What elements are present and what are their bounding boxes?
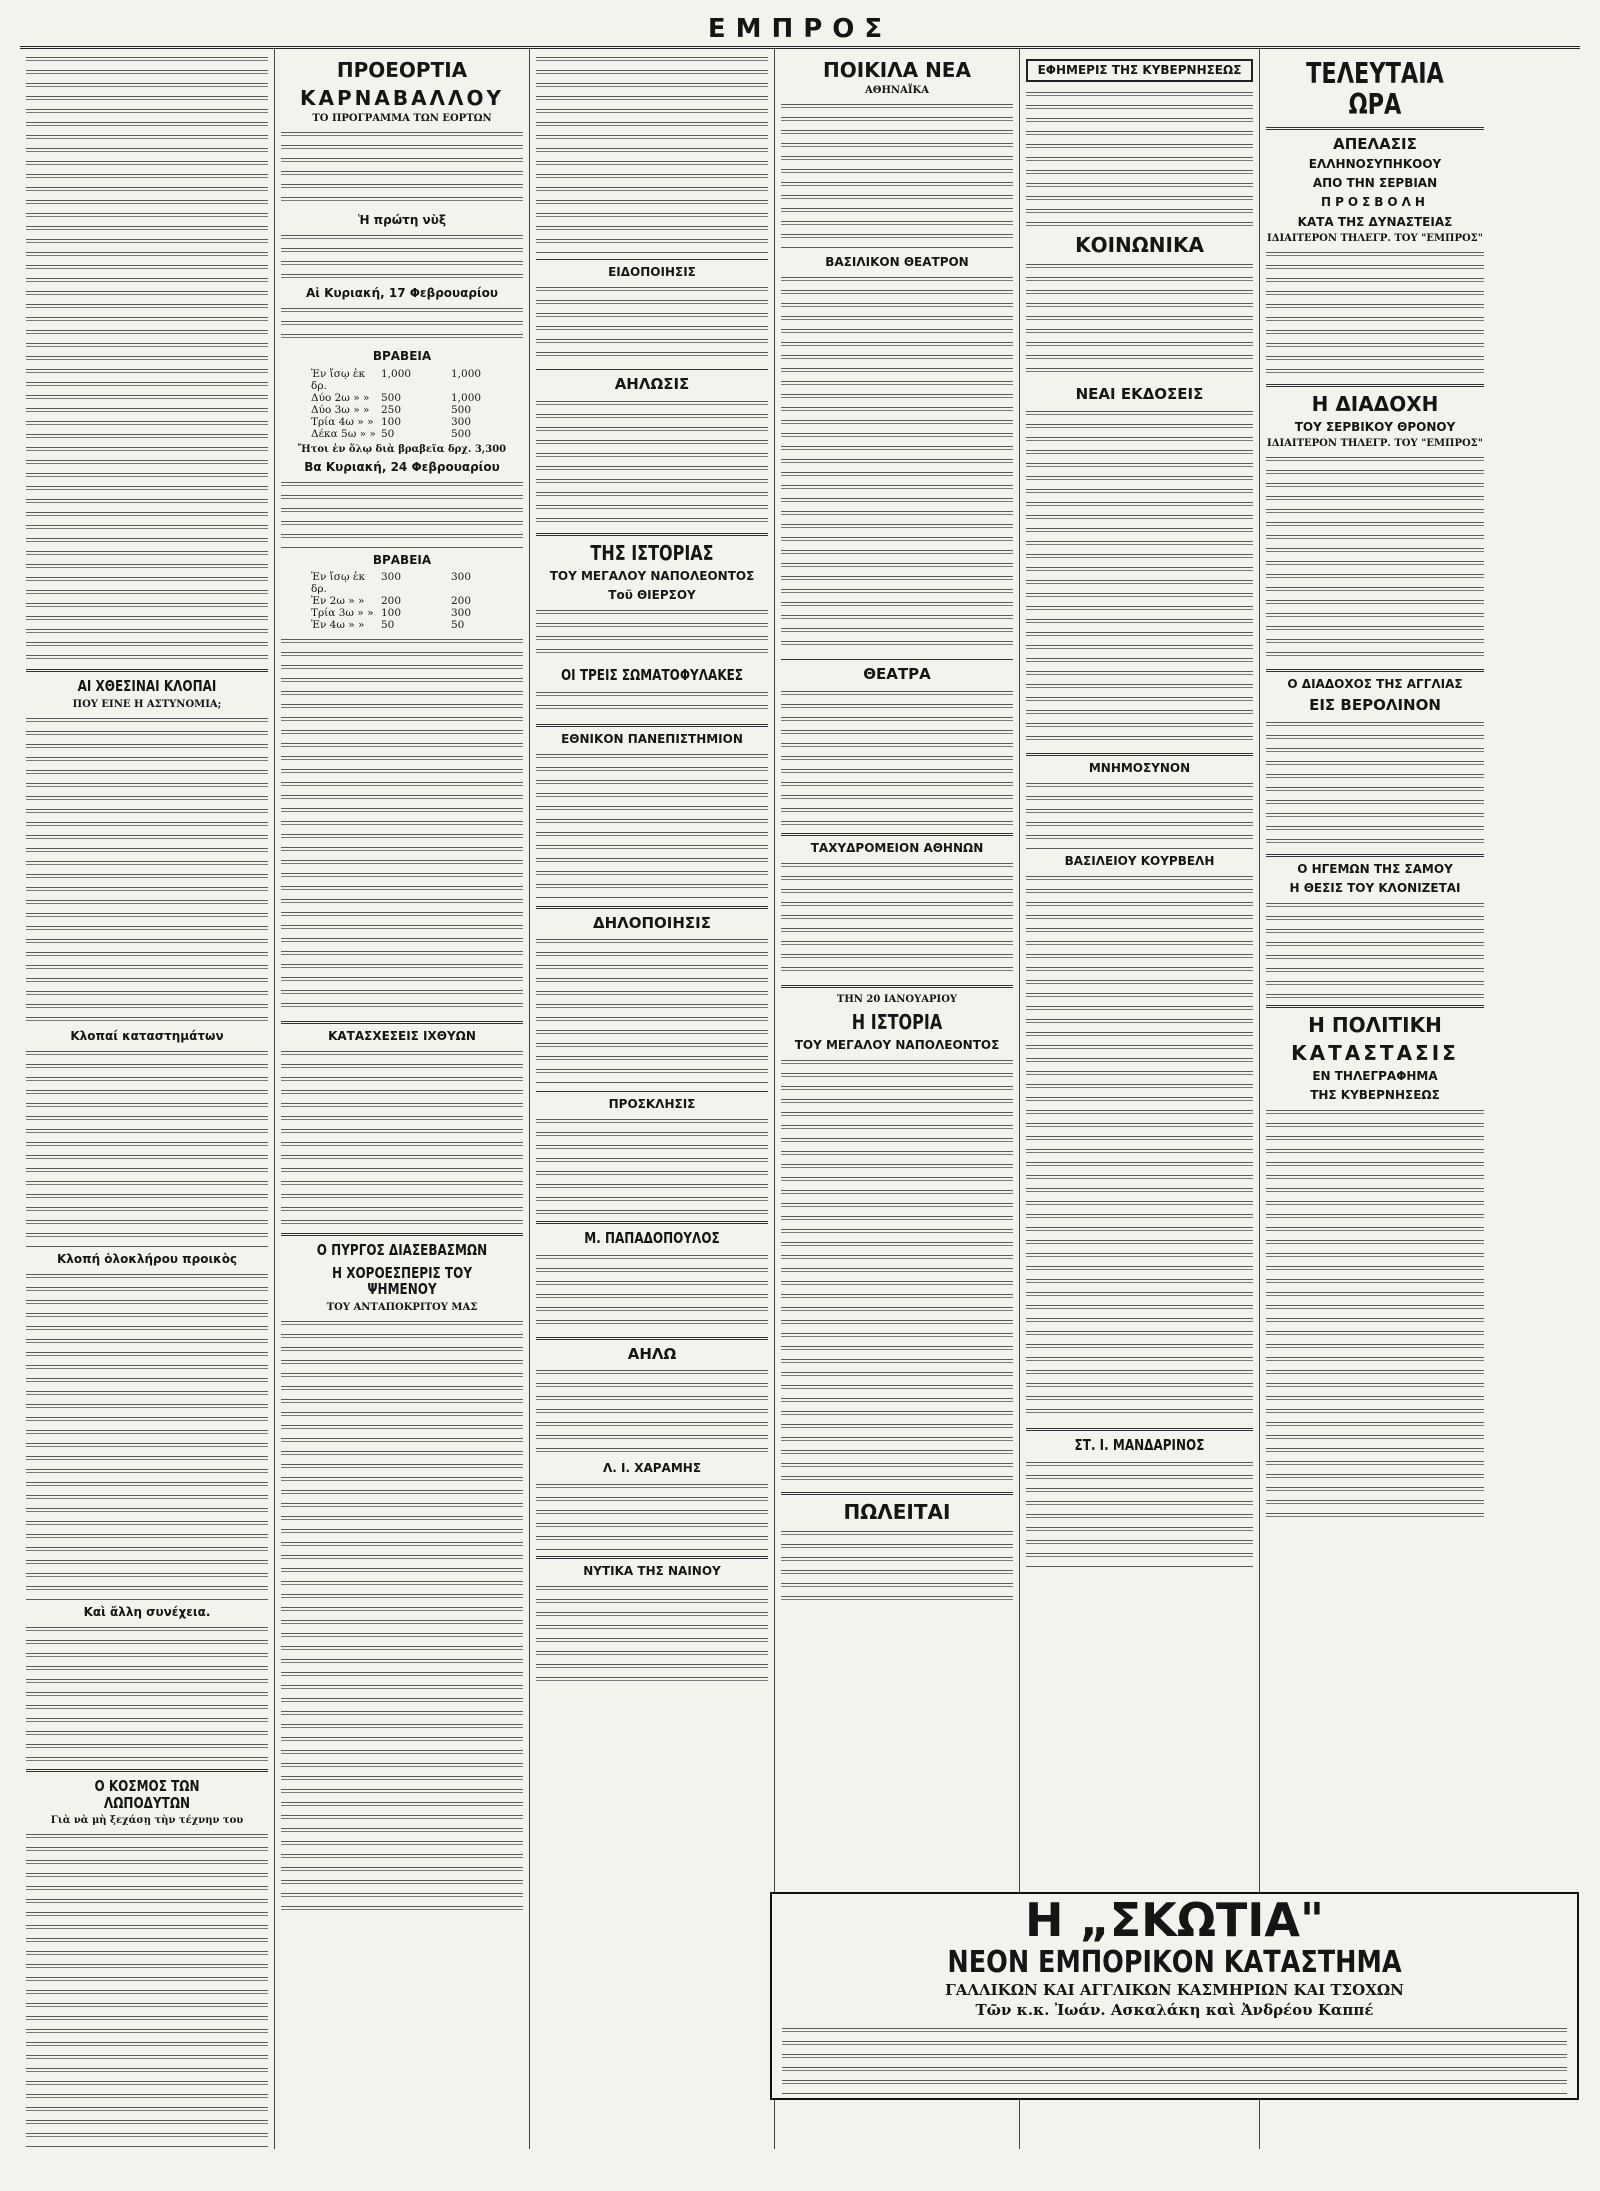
- headline-samos-2: Η ΘΕΣΙΣ ΤΟΥ ΚΛΟΝΙΖΕΤΑΙ: [1289, 880, 1461, 895]
- prize-row: [311, 404, 523, 416]
- article-text: [536, 1480, 768, 1550]
- prize-a: 50: [381, 618, 395, 631]
- article-text: [281, 304, 523, 344]
- column-1: [20, 49, 275, 2149]
- column-3: [530, 49, 775, 2149]
- article-text: [1026, 407, 1253, 747]
- prize-table: [311, 368, 523, 440]
- article-text: [1266, 899, 1484, 999]
- article-text: [1266, 248, 1484, 378]
- prize-row: [311, 416, 523, 428]
- article-text: [536, 1366, 768, 1456]
- ad-banner-line1: ΝΕΟΝ ΕΜΠΟΡΙΚΟΝ ΚΑΤΑΣΤΗΜΑ: [947, 1945, 1402, 1980]
- article-text: [26, 1270, 268, 1600]
- ad-banner-line3: Τῶν κ.κ. Ἰωάν. Ασκαλάκη καὶ Ἀνδρέου Καππέ: [975, 2001, 1374, 2019]
- prizes-heading: ΒΡΑΒΕΙΑ: [372, 349, 432, 364]
- article-text: [1026, 260, 1253, 380]
- article-text: [281, 128, 523, 208]
- prize-b: 1,000: [451, 391, 482, 404]
- headline-nautika: ΝΥΤΙΚΑ ΤΗΣ ΝΑΙΝΟΥ: [583, 1563, 721, 1578]
- headline-politics-4: ΤΗΣ ΚΥΒΕΡΝΗΣΕΩΣ: [1310, 1088, 1440, 1103]
- subheadline-pickpockets: Γιὰ νὰ μὴ ξεχάσῃ τὴν τέχνην του: [50, 1815, 244, 1827]
- subheadline-program: ΤΟ ΠΡΟΓΡΑΜΜΑ ΤΩΝ ΕΟΡΤΩΝ: [312, 113, 492, 124]
- prize-b: 500: [451, 403, 472, 416]
- prize-a: 250: [381, 403, 402, 416]
- prize-row: [311, 368, 523, 392]
- headline-insult: ΠΡΟΣΒΟΛΗ: [1321, 195, 1429, 210]
- prize-label: Ἐν 2ω » »: [311, 594, 365, 607]
- prize-label: Δύο 3ω » »: [311, 403, 370, 416]
- article-text: [281, 1317, 523, 1917]
- ad-date-label: ΤΗΝ 20 ΙΑΝΟΥΑΡΙΟΥ: [836, 993, 958, 1005]
- ad-history-sub-2: ΤΟΥ ΜΕΓΑΛΟΥ ΝΑΠΟΛΕΟΝΤΟΣ: [794, 1037, 1000, 1052]
- memorial-name: ΒΑΣΙΛΕΙΟΥ ΚΟΥΡΒΕΛΗ: [1064, 853, 1215, 868]
- headline-fish-seizures: ΚΑΤΑΣΧΕΣΕΙΣ ΙΧΘΥΩΝ: [328, 1028, 476, 1043]
- ad-papadopoulos: Μ. ΠΑΠΑΔΟΠΟΥΛΟΣ: [584, 1229, 720, 1248]
- ad-history-title: ΤΗΣ ΙΣΤΟΡΙΑΣ: [590, 540, 714, 565]
- article-text: [281, 635, 523, 1015]
- headline-politics-3: ΕΝ ΤΗΛΕΓΡΑΦΗΜΑ: [1312, 1069, 1438, 1084]
- prize-a: 50: [381, 427, 395, 440]
- prize-a: 300: [381, 570, 402, 583]
- headline-various-news: ΠΟΙΚΙΛΑ ΝΕΑ: [823, 58, 971, 82]
- prize-a: 100: [381, 606, 402, 619]
- prize-label: Ἐν 4ω » »: [311, 618, 365, 631]
- article-text: [536, 1582, 768, 1682]
- article-text: [26, 1047, 268, 1247]
- subhead-sunday-2: Βα Κυριακή, 24 Φεβρουαρίου: [304, 459, 500, 474]
- article-text: [536, 935, 768, 1085]
- article-text: [1026, 1458, 1253, 1568]
- subheadline-athenian: ΑΘΗΝΑΪΚΑ: [865, 85, 929, 96]
- prizes-heading-2: ΒΡΑΒΕΙΑ: [372, 552, 432, 567]
- article-text: [1026, 872, 1253, 1422]
- article-text: [1266, 453, 1484, 663]
- newspaper-page: [20, 12, 1580, 2162]
- article-text: [1266, 718, 1484, 848]
- article-text: [1026, 779, 1253, 849]
- prize-b: 300: [451, 415, 472, 428]
- prize-label: Ἐν ἴσῳ ἐκ δρ.: [311, 570, 366, 595]
- column-2: [275, 49, 530, 2149]
- ad-musketeers: ΟΙ ΤΡΕΙΣ ΣΩΜΑΤΟΦΥΛΑΚΕΣ: [560, 666, 744, 685]
- prize-a: 100: [381, 415, 402, 428]
- subhead-continuation: Καὶ ἄλλη συνέχεια.: [83, 1604, 211, 1619]
- ad-history-title-2: Η ΙΣΤΟΡΙΑ: [851, 1009, 943, 1034]
- headline-carnival-2: ΚΑΡΝΑΒΑΛΛΟΥ: [299, 86, 504, 110]
- masthead: ΕΜΠΡΟΣ: [20, 12, 1580, 49]
- headline-expulsion-2: ΕΛΛΗΝΟΣΥΠΗΚΟΟΥ: [1308, 157, 1442, 172]
- subhead-dowry-theft: Κλοπή ὁλοκλήρου προικὸς: [56, 1251, 238, 1266]
- subheadline-police: ΠΟΥ ΕΙΝΕ Η ΑΣΤΥΝΟΜΙΑ;: [72, 698, 222, 710]
- prize-total: Ἤτοι ἐν ὅλῳ διὰ βραβεῖα δρχ. 3,300: [297, 443, 507, 455]
- prize-b: 300: [451, 570, 472, 583]
- headline-tower: Ο ΠΥΡΓΟΣ ΔΙΑΣΕΒΑΣΜΩΝ: [316, 1241, 488, 1260]
- article-text: [781, 1056, 1013, 1486]
- subheadline-correspondent: ΤΟΥ ΑΝΤΑΠΟΚΡΙΤΟΥ ΜΑΣ: [326, 1301, 478, 1313]
- telegram-label-2: ΙΔΙΑΙΤΕΡΟΝ ΤΗΛΕΓΡ. ΤΟΥ "ΕΜΠΡΟΣ": [1267, 438, 1483, 450]
- headline-expulsion: ΑΠΕΛΑΣΙΣ: [1333, 134, 1417, 153]
- telegram-label: ΙΔΙΑΙΤΕΡΟΝ ΤΗΛΕΓΡ. ΤΟΥ "ΕΜΠΡΟΣ": [1267, 232, 1483, 244]
- ad-banner-title: Η „ΣΚΩΤΙΑ": [1025, 1893, 1324, 1947]
- prize-b: 300: [451, 606, 472, 619]
- prize-a: 1,000: [381, 367, 412, 380]
- headline-ball: Η ΧΟΡΟΕΣΠΕΡΙΣ ΤΟΥ ΨΗΜΕΝΟΥ: [331, 1263, 473, 1299]
- headline-social: ΚΟΙΝΩΝΙΚΑ: [1075, 233, 1204, 258]
- headline-insult-2: ΚΑΤΑ ΤΗΣ ΔΥΝΑΣΤΕΙΑΣ: [1297, 214, 1453, 229]
- headline-pickpockets: Ο ΚΟΣΜΟΣ ΤΩΝ ΛΩΠΟΔΥΤΩΝ: [94, 1777, 200, 1812]
- article-text: [536, 1251, 768, 1331]
- headline-for-sale: ΠΩΛΕΙΤΑΙ: [843, 1500, 951, 1525]
- article-text: [781, 1527, 1013, 1607]
- headline-expulsion-3: ΑΠΟ ΤΗΝ ΣΕΡΒΙΑΝ: [1312, 176, 1438, 191]
- headline-theatres: ΘΕΑΤΡΑ: [863, 665, 931, 684]
- column-4: [775, 49, 1020, 2149]
- article-text: [26, 1623, 268, 1763]
- headline-aglo: ΑΗΛΩ: [627, 1344, 677, 1363]
- prize-b: 500: [451, 427, 472, 440]
- prize-table-2: [311, 571, 523, 631]
- column-6: [1260, 49, 1490, 2149]
- headline-declaration: ΑΗΛΩΣΙΣ: [614, 375, 690, 394]
- headline-last-hour: ΤΕΛΕΥΤΑΙΑ ΩΡΑ: [1306, 57, 1444, 121]
- headline-samos: Ο ΗΓΕΜΩΝ ΤΗΣ ΣΑΜΟΥ: [1297, 861, 1453, 876]
- headline-post-office: ΤΑΧΥΔΡΟΜΕΙΟΝ ΑΘΗΝΩΝ: [810, 840, 984, 855]
- article-text: [536, 53, 768, 253]
- headline-invitation: ΠΡΟΣΚΛΗΣΙΣ: [608, 1097, 696, 1112]
- prize-a: 200: [381, 594, 402, 607]
- article-text: [781, 859, 1013, 979]
- article-text: [1026, 88, 1253, 228]
- headline-memorial: ΜΝΗΜΟΣΥΝΟΝ: [1088, 760, 1191, 775]
- article-text: [26, 53, 268, 663]
- prize-row: [311, 607, 523, 619]
- headline-gazette: ΕΦΗΜΕΡΙΣ ΤΗΣ ΚΥΒΕΡΝΗΣΕΩΣ: [1026, 59, 1253, 82]
- ad-banner-line2: ΓΑΛΛΙΚΩΝ ΚΑΙ ΑΓΓΛΙΚΩΝ ΚΑΣΜΗΡΙΩΝ ΚΑΙ ΤΣΟΧΩΝ: [945, 1981, 1404, 1999]
- prize-b: 1,000: [451, 367, 482, 380]
- article-text: [781, 687, 1013, 827]
- headline-succession: Η ΔΙΑΔΟΧΗ: [1311, 391, 1439, 416]
- headline-politics-2: ΚΑΤΑΣΤΑΣΙΣ: [1291, 1041, 1459, 1066]
- headline-english-heir: Ο ΔΙΑΔΟΧΟΣ ΤΗΣ ΑΓΓΛΙΑΣ: [1287, 677, 1463, 692]
- article-text: [781, 273, 1013, 653]
- article-text: [281, 231, 523, 281]
- article-text: [536, 606, 768, 661]
- ad-charamis: Λ. Ι. ΧΑΡΑΜΗΣ: [602, 1461, 702, 1476]
- headline-notice: ΕΙΔΟΠΟΙΗΣΙΣ: [608, 265, 696, 279]
- ad-history-author: Τοῦ ΘΙΕΡΣΟΥ: [608, 587, 696, 602]
- headline-university: ΕΘΝΙΚΟΝ ΠΑΝΕΠΙΣΤΗΜΙΟΝ: [561, 731, 743, 746]
- headline-new-editions: ΝΕΑΙ ΕΚΔΟΣΕΙΣ: [1075, 385, 1204, 404]
- prize-label: Τρία 3ω » »: [311, 606, 374, 619]
- headline-thefts: ΑΙ ΧΘΕΣΙΝΑΙ ΚΛΟΠΑΙ: [77, 677, 217, 695]
- article-text: [782, 2024, 1567, 2094]
- prize-label: Τρία 4ω » »: [311, 415, 374, 428]
- headline-succession-2: ΤΟΥ ΣΕΡΒΙΚΟΥ ΘΡΟΝΟΥ: [1294, 419, 1456, 434]
- prize-row: [311, 392, 523, 404]
- article-text: [1266, 1106, 1484, 1526]
- headline-carnival: ΠΡΟΕΟΡΤΙΑ: [336, 58, 468, 82]
- headline-politics: Η ΠΟΛΙΤΙΚΗ: [1308, 1013, 1442, 1038]
- ad-banner-skotia: [770, 1892, 1579, 2100]
- prize-label: Δέκα 5ω » »: [311, 427, 376, 440]
- prize-row: [311, 428, 523, 440]
- article-text: [26, 1830, 268, 2149]
- prize-label: Δύο 2ω » »: [311, 391, 370, 404]
- article-text: [536, 1115, 768, 1215]
- headline-berlin: ΕΙΣ ΒΕΡΟΛΙΝΟΝ: [1309, 696, 1441, 715]
- article-text: [536, 283, 768, 363]
- subhead-first-night: Ἡ πρώτη νὺξ: [358, 213, 446, 227]
- article-text: [281, 1047, 523, 1227]
- prize-a: 500: [381, 391, 402, 404]
- prize-row: [311, 595, 523, 607]
- article-text: [536, 397, 768, 527]
- prize-b: 200: [451, 594, 472, 607]
- prize-label: Ἐν ἴσῳ ἐκ δρ.: [311, 367, 366, 392]
- article-text: [536, 688, 768, 718]
- article-text: [26, 714, 268, 1024]
- column-5: [1020, 49, 1260, 2149]
- article-text: [781, 100, 1013, 250]
- article-text: [281, 478, 523, 548]
- article-text: [536, 750, 768, 900]
- ad-mandarinos: ΣΤ. Ι. ΜΑΝΔΑΡΙΝΟΣ: [1074, 1436, 1205, 1455]
- prize-row: [311, 619, 523, 631]
- subhead-royal-theatre: ΒΑΣΙΛΙΚΟΝ ΘΕΑΤΡΟΝ: [825, 255, 969, 269]
- headline-announcement: ΔΗΛΟΠΟΙΗΣΙΣ: [592, 913, 712, 932]
- prize-row: [311, 571, 523, 595]
- ad-history-sub: ΤΟΥ ΜΕΓΑΛΟΥ ΝΑΠΟΛΕΟΝΤΟΣ: [549, 568, 755, 583]
- subhead-shop-thefts: Κλοπαί καταστημάτων: [70, 1028, 224, 1043]
- prize-b: 50: [451, 618, 465, 631]
- subhead-sunday: Αἱ Κυριακή, 17 Φεβρουαρίου: [306, 286, 498, 301]
